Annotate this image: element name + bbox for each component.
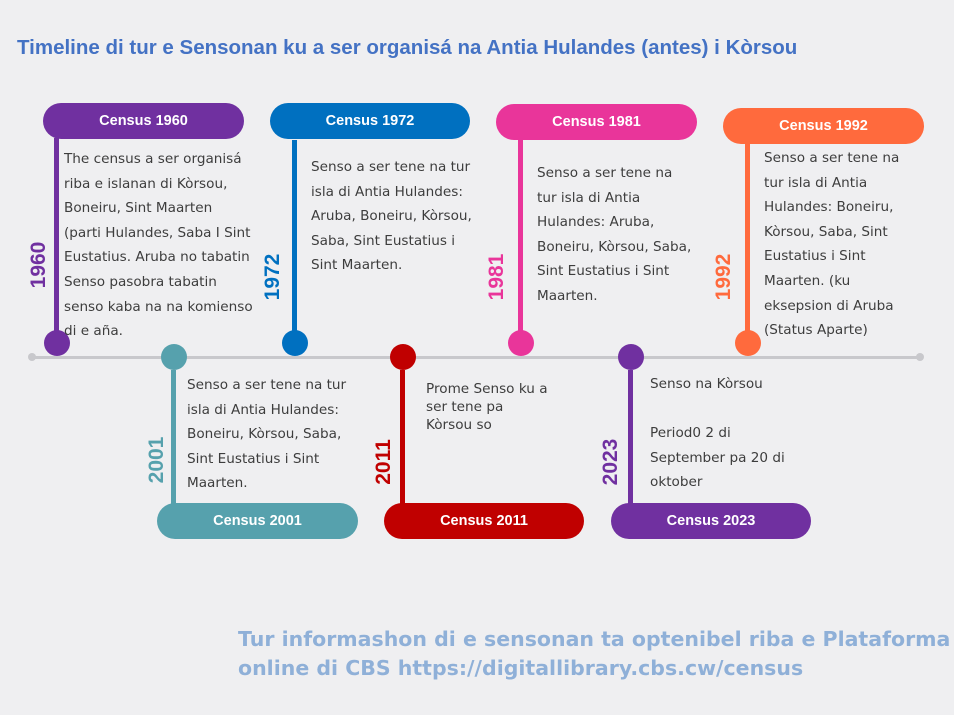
stem-1981 <box>518 140 523 344</box>
page-title: Timeline di tur e Sensonan ku a ser organisá na Antia Hulandes (antes) i Kòrsou <box>17 36 798 59</box>
census-1960-label: Census 1960 <box>43 103 244 139</box>
desc-2011: Prome Senso ku a ser tene pa Kòrsou so <box>426 381 548 433</box>
census-2023-label: Census 2023 <box>611 503 811 539</box>
desc-1972: Senso a ser tene na tur isla di Antia Hulandes: Aruba, Boneiru, Kòrsou, Saba, Sint Eustatius i Sint Maarten. <box>311 159 472 274</box>
year-2023: 2023 <box>599 438 622 486</box>
dot-1992 <box>735 330 761 356</box>
dot-2001 <box>161 344 187 370</box>
census-2011-label: Census 2011 <box>384 503 584 539</box>
axis-end-cap <box>916 353 924 361</box>
dot-1972 <box>282 330 308 356</box>
dot-1981 <box>508 330 534 356</box>
year-1972: 1972 <box>261 253 284 301</box>
stem-2023 <box>628 370 633 508</box>
census-2001-label: Census 2001 <box>157 503 358 539</box>
desc-1992: Senso a ser tene na tur isla di Antia Hulandes: Boneiru, Kòrsou, Saba, Sint Eustatius i Sint Maarten. (ku eksepsion di Aruba (Status Aparte) <box>764 150 900 339</box>
dot-2011 <box>390 344 416 370</box>
stem-2011 <box>400 370 405 508</box>
footer-note: Tur informashon di e sensonan ta optenibel riba e Plataforma online di CBS https://digitallibrary.cbs.cw/census <box>238 627 951 680</box>
census-1992-label: Census 1992 <box>723 108 924 144</box>
axis-start-cap <box>28 353 36 361</box>
year-2011: 2011 <box>372 439 395 485</box>
census-1972-label: Census 1972 <box>270 103 470 139</box>
desc-2023: Senso na Kòrsou Period0 2 di September pa 20 di oktober <box>650 376 785 491</box>
year-1981: 1981 <box>485 253 508 301</box>
year-1960: 1960 <box>27 241 50 289</box>
stem-2001 <box>171 370 176 508</box>
census-1981-label: Census 1981 <box>496 104 697 140</box>
desc-2001: Senso a ser tene na tur isla di Antia Hulandes: Boneiru, Kòrsou, Saba, Sint Eustatius i Sint Maarten. <box>187 377 347 492</box>
year-2001: 2001 <box>145 436 168 484</box>
year-1992: 1992 <box>712 253 735 301</box>
stem-1992 <box>745 143 750 344</box>
stem-1960 <box>54 138 59 344</box>
desc-1981: Senso a ser tene na tur isla di Antia Hulandes: Aruba, Boneiru, Kòrsou, Saba, Sint Eustatius i Sint Maarten. <box>537 165 692 304</box>
desc-1960: The census a ser organisá riba e islanan di Kòrsou, Boneiru, Sint Maarten (parti Hulandes, Saba I Sint Eustatius. Aruba no tabatin Senso pasobra tabatin senso kaba na na komienso di e aña. <box>64 151 253 340</box>
dot-2023 <box>618 344 644 370</box>
stem-1972 <box>292 140 297 344</box>
